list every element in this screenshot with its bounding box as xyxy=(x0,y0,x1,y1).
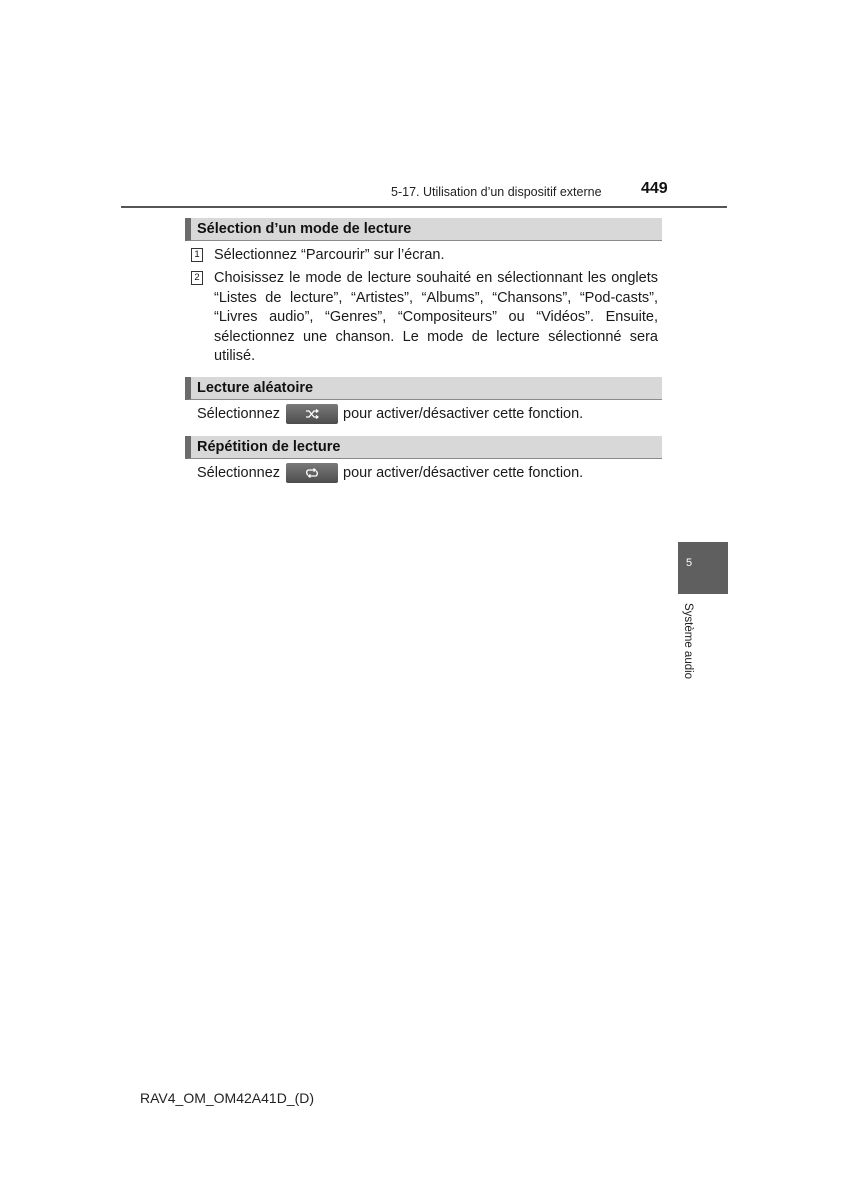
step-item xyxy=(191,246,661,266)
instruction-text: pour activer/désactiver cette fonction. xyxy=(343,465,584,481)
instruction-text: pour activer/désactiver cette fonction. xyxy=(343,406,584,422)
header-divider xyxy=(121,206,727,208)
footer-code: RAV4_OM_OM42A41D_(D) xyxy=(140,1090,315,1106)
repeat-button-image xyxy=(286,463,338,483)
section-heading-repeat xyxy=(185,436,662,459)
chapter-title: 5-17. Utilisation d’un dispositif externe xyxy=(391,185,602,199)
section-heading-shuffle xyxy=(185,377,662,400)
instruction-text: Sélectionnez xyxy=(197,465,281,481)
page-header xyxy=(0,0,848,210)
section-heading-play-mode xyxy=(185,218,662,241)
shuffle-icon xyxy=(305,408,319,420)
chapter-tab xyxy=(678,542,728,594)
step-item xyxy=(191,269,661,369)
section-title: Sélection d’un mode de lecture xyxy=(197,221,412,237)
step-text: Sélectionnez “Parcourir” sur l’écran. xyxy=(214,247,445,263)
shuffle-button-image xyxy=(286,404,338,424)
shuffle-instruction xyxy=(197,404,583,424)
chapter-label: Système audio xyxy=(682,603,694,680)
instruction-text: Sélectionnez xyxy=(197,406,281,422)
repeat-icon xyxy=(305,467,319,479)
step-number: 2 xyxy=(191,271,203,285)
chapter-number: 5 xyxy=(686,557,693,569)
section-title: Répétition de lecture xyxy=(197,439,341,455)
section-title: Lecture aléatoire xyxy=(197,380,314,396)
step-text: Choisissez le mode de lecture souhaité en sélectionnant les onglets “Listes de lecture”, “Artistes”, “Albums”, “Chansons”, “Pod-casts”, “Livres audio”, “Genres”, “Compositeurs” ou “Vidéos”. Ensuite, sélectionnez une chanson. Le mode de lecture sélectionné sera utilisé. xyxy=(214,270,658,364)
step-number: 1 xyxy=(191,248,203,262)
page-number: 449 xyxy=(641,180,668,197)
repeat-instruction xyxy=(197,463,583,483)
